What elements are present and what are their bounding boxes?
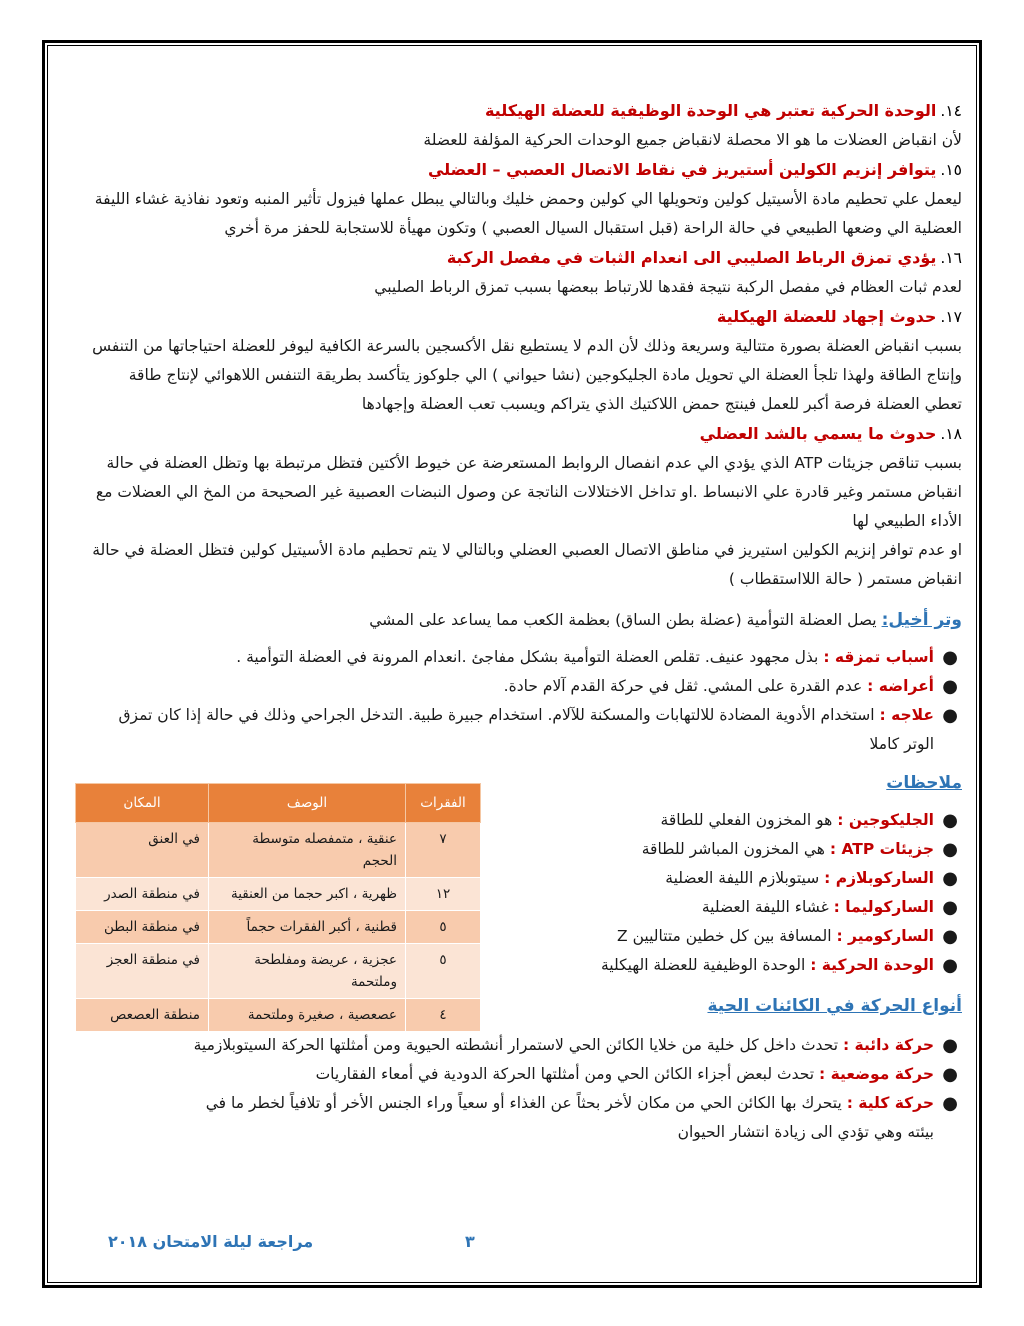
notes-title: ملاحظات	[886, 773, 962, 793]
footer-title: مراجعة ليلة الامتحان ٢٠١٨	[108, 1232, 314, 1251]
movement-list	[92, 1031, 962, 1147]
item-15-body: ليعمل علي تحطيم مادة الأسيتيل كولين وتحويلها الي كولين وحمض خليك وبالتالي يبطل عملها فيزول تأثير المنبه وتعود نفاذية غشاء الليفة العضلية الي وضعها الطبيعي في حالة الراحة (قبل استقبال السيال العصبي ) وتكون مهيأة للاستجابة للحفز مرة أخري	[94, 190, 962, 237]
bullet-icon: ●	[942, 868, 958, 889]
table-cell: ٥	[406, 944, 481, 999]
table-cell: منطقة العصعص	[76, 999, 209, 1032]
table-row	[76, 823, 481, 878]
bullet-icon: ●	[942, 955, 958, 976]
bullet-icon: ●	[942, 839, 958, 860]
table-cell: ظهرية ، اكبر حجما من العنقية	[209, 878, 406, 911]
table-header: الفقرات	[406, 784, 481, 823]
bullet-icon: ●	[942, 676, 958, 697]
item-18-body: بسبب تناقص جزيئات ATP الذي يؤدي الي عدم انفصال الروابط المستعرضة عن خيوط الأكتين فتظل مرتبطة بها وتظل العضلة في حالة انقباض مستمر وغير قادرة علي الانبساط .او تداخل الاختلالات الناتجة عن وصول النبضات العصبية غير الصحيحة من المخ الي العضلات مع الأداء الطبيعي لها	[95, 454, 962, 530]
list-item: ● جزيئات ATP : هي المخزون المباشر للطاقة	[592, 835, 962, 864]
movement-title: أنواع الحركة في الكائنات الحية	[707, 996, 962, 1016]
table-cell: ٥	[406, 911, 481, 944]
table-row	[76, 999, 481, 1032]
table-header: الوصف	[209, 784, 406, 823]
table-cell: قطنية ، أكبر الفقرات حجماً	[209, 911, 406, 944]
table-cell: عجزية ، عريضة ومفلطحة وملتحمة	[209, 944, 406, 999]
bullet-icon: ●	[942, 926, 958, 947]
list-item: ● حركة دائبة : تحدث داخل كل خلية من خلايا الكائن الحي لاستمرار أنشطته الحيوية ومن أمثلتها الحركة السيتوبلازمية	[192, 1031, 962, 1060]
item-17-heading: ١٧.حدوث إجهاد للعضلة الهيكلية	[716, 307, 962, 326]
bullet-icon: ●	[942, 897, 958, 918]
vertebrae-table	[75, 783, 481, 1032]
table-header-row	[76, 784, 481, 823]
table-cell: ٤	[406, 999, 481, 1032]
item-14-heading: ١٤.الوحدة الحركية تعتبر هي الوحدة الوظيفية للعضلة الهيكلية	[484, 101, 962, 120]
table-row	[76, 944, 481, 999]
achilles-intro	[92, 606, 962, 635]
bullet-icon: ●	[942, 1064, 958, 1085]
list-item: ● الساركوليما : غشاء الليفة العضلية	[592, 893, 962, 922]
table-cell: عصعصية ، صغيرة وملتحمة	[209, 999, 406, 1032]
achilles-list	[92, 643, 962, 759]
list-item: ● الساركومير : المسافة بين كل خطين متتاليين Z	[592, 922, 962, 951]
page-footer	[80, 1232, 940, 1262]
item-16-body: لعدم ثبات العظام في مفصل الركبة نتيجة فقدها للارتباط ببعضها بسبب تمزق الرباط الصليبي	[374, 278, 962, 296]
list-item: ● الجليكوجين : هو المخزون الفعلي للطاقة	[592, 806, 962, 835]
list-item: ● أعراضه : عدم القدرة على المشي. ثقل في حركة القدم آلام حادة.	[92, 672, 962, 701]
item-15-heading: ١٥.يتوافر إنزيم الكولين أستيريز في نقاط الاتصال العصبي – العضلي	[427, 160, 962, 179]
table-cell: ١٢	[406, 878, 481, 911]
table-cell: ٧	[406, 823, 481, 878]
list-item: ● الوحدة الحركية : الوحدة الوظيفية للعضلة الهيكلية	[592, 951, 962, 980]
notes-section	[592, 769, 962, 1021]
table-row	[76, 911, 481, 944]
bullet-icon: ●	[942, 705, 958, 726]
table-cell: في منطقة العجز	[76, 944, 209, 999]
list-item: ● علاجه : استخدام الأدوية المضادة للالتهابات والمسكنة للآلام. استخدام جبيرة طبية. التدخل الجراحي وذلك في حالة إذا كان تمزق الوتر كاملا	[92, 701, 962, 759]
list-item: ● الساركوبلازم : سيتوبلازم الليفة العضلية	[592, 864, 962, 893]
table-header: المكان	[76, 784, 209, 823]
list-item: ● حركة كلية : يتحرك بها الكائن الحي من مكان لأخر بحثاً عن الغذاء أو سعياً وراء الجنس الأخر أو تلافياً لخطر ما في بيئته وهي تؤدي الى زيادة انتشار الحيوان	[192, 1089, 962, 1147]
bullet-icon: ●	[942, 1093, 958, 1114]
achilles-desc: يصل العضلة التوأمية (عضلة بطن الساق) بعظمة الكعب مما يساعد على المشي	[369, 611, 877, 629]
table-cell: في منطقة الصدر	[76, 878, 209, 911]
table-row	[76, 878, 481, 911]
table-cell: في منطقة البطن	[76, 911, 209, 944]
bullet-icon: ●	[942, 1035, 958, 1056]
item-14-body: لأن انقباض العضلات ما هو الا محصلة لانقباض جميع الوحدات الحركية المؤلفة للعضلة	[423, 131, 962, 149]
table-cell: في العنق	[76, 823, 209, 878]
table-cell: عنقية ، متمفصله متوسطة الحجم	[209, 823, 406, 878]
item-17-body: بسبب انقباض العضلة بصورة متتالية وسريعة وذلك لأن الدم لا يستطيع نقل الأكسجين بالسرعة الكافية ليوفر للعضلة احتياجاتها من التنفس وإنتاج الطاقة ولهذا تلجأ العضلة الي تحويل مادة الجليكوجين (نشا حيواني ) الي جلوكوز يتأكسد بطريقة التنفس اللاهوائي لإنتاج طاقة تعطي العضلة فرصة أكبر للعمل فينتج حمض اللاكتيك الذي يتراكم ويسبب تعب العضلة وإجهادها	[92, 337, 962, 413]
achilles-title: وتر أخيل:	[881, 610, 962, 630]
list-item: ● حركة موضعية : تحدث لبعض أجزاء الكائن الحي ومن أمثلتها الحركة الدودية في أمعاء الفقاريات	[192, 1060, 962, 1089]
bullet-icon: ●	[942, 810, 958, 831]
page-number: ٣	[465, 1232, 475, 1251]
notes-list	[592, 806, 962, 980]
list-item: ● أسباب تمزقه : بذل مجهود عنيف. تقلص العضلة التوأمية بشكل مفاجئ .انعدام المرونة في العضلة التوأمية .	[92, 643, 962, 672]
item-18-body-2: او عدم توافر إنزيم الكولين استيريز في مناطق الاتصال العصبي العضلي وبالتالي لا يتم تحطيم مادة الأسيتيل كولين فتظل العضلة في حالة انقباض مستمر ( حالة اللااستقطاب )	[92, 541, 962, 588]
item-18-heading: ١٨.حدوث ما يسمي بالشد العضلي	[699, 424, 962, 443]
item-16-heading: ١٦.يؤدي تمزق الرباط الصليبي الى انعدام الثبات في مفصل الركبة	[446, 248, 962, 267]
bullet-icon: ●	[942, 647, 958, 668]
